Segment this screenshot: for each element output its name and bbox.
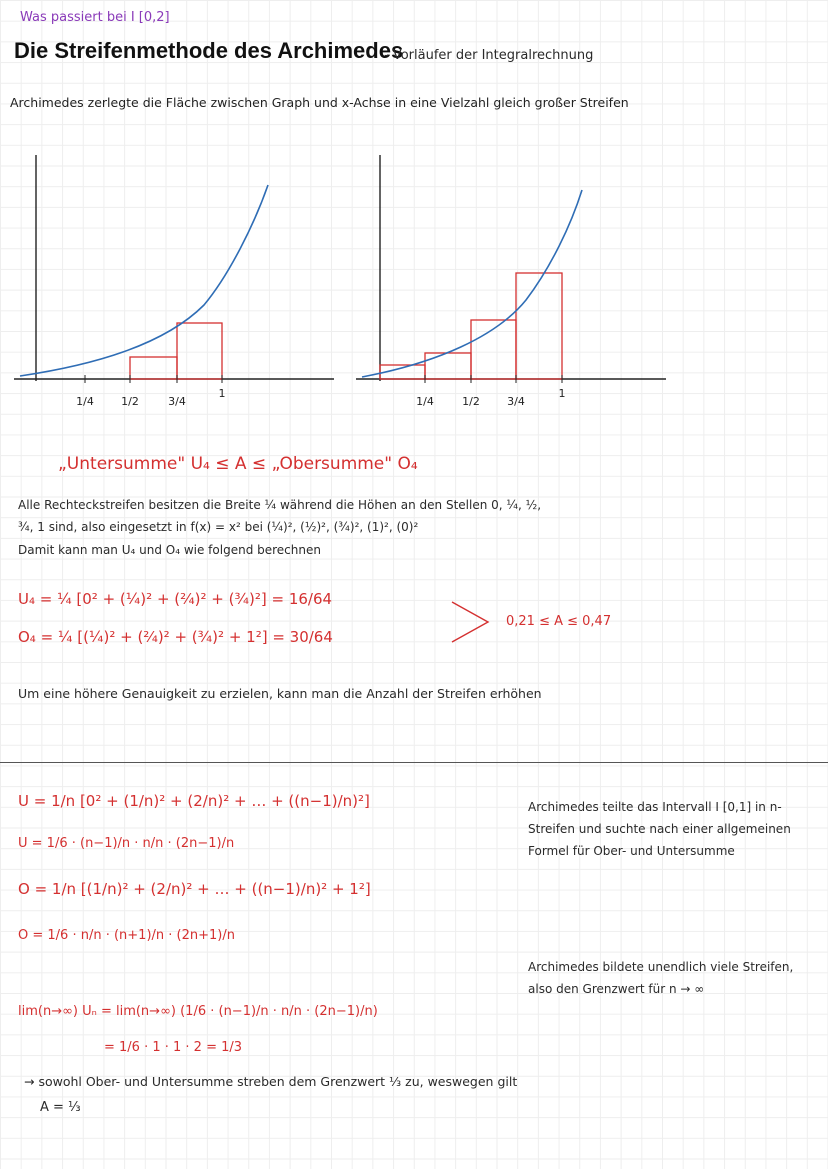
lower-strip-2 (130, 357, 177, 379)
curve-x-squared (20, 185, 268, 376)
side-note-limit: Archimedes bildete unendlich viele Streifen, also den Grenzwert für n → ∞ (528, 960, 794, 996)
paragraph-line: ¾, 1 sind, also eingesetzt in f(x) = x² bei (¼)², (½)², (¾)², (1)², (0)² (18, 520, 419, 534)
upper-strip-4 (516, 273, 562, 379)
tick-label: 1/4 (416, 395, 434, 408)
tick-label: 3/4 (507, 395, 525, 408)
bracket-arrow (448, 598, 496, 648)
section-divider (0, 762, 828, 763)
upper-sum-graph (356, 155, 676, 420)
area-result: A = ⅓ (40, 1100, 81, 1115)
general-lower-sum: U = 1/n [0² + (1/n)² + (2/n)² + … + ((n−1)/n)²] (18, 792, 370, 810)
sums-inequality: „Untersumme" U₄ ≤ A ≤ „Obersumme" O₄ (58, 454, 418, 474)
general-lower-sum-simplified: U = 1/6 · (n−1)/n · n/n · (2n−1)/n (18, 836, 235, 851)
lower-sum-formula: U₄ = ¼ [0² + (¼)² + (²⁄₄)² + (¾)²] = 16/64 (18, 590, 333, 608)
lower-sum-graph (14, 155, 334, 420)
paragraph-line: Alle Rechteckstreifen besitzen die Breite ¼ während die Höhen an den Stellen 0, ¼, ½, (18, 498, 542, 512)
intro-text: Archimedes zerlegte die Fläche zwischen Graph und x-Achse in eine Vielzahl gleich großer Streifen (10, 95, 629, 110)
topic-note: Was passiert bei I [0,2] (20, 10, 170, 25)
general-upper-sum-simplified: O = 1/6 · n/n · (n+1)/n · (2n+1)/n (18, 928, 235, 943)
tick-label: 1 (558, 387, 566, 400)
limit-result: = 1/6 · 1 · 1 · 2 = 1/3 (104, 1040, 243, 1055)
tick-label: 1 (218, 387, 226, 400)
tick-label: 3/4 (168, 395, 186, 408)
page-title: Die Streifenmethode des Archimedes (14, 38, 404, 63)
tick-label: 1/2 (462, 395, 480, 408)
tick-label: 1/2 (121, 395, 139, 408)
general-upper-sum: O = 1/n [(1/n)² + (2/n)² + … + ((n−1)/n)² + 1²] (18, 880, 371, 898)
tick-label: 1/4 (76, 395, 94, 408)
curve-x-squared (362, 190, 582, 377)
lower-strip-3 (177, 323, 222, 379)
upper-sum-formula: O₄ = ¼ [(¼)² + (²⁄₄)² + (¾)² + 1²] = 30/64 (18, 628, 333, 646)
estimate-result: 0,21 ≤ A ≤ 0,47 (506, 614, 612, 629)
paragraph-line: Damit kann man U₄ und O₄ wie folgend berechnen (18, 543, 321, 557)
page-subtitle: - Vorläufer der Integralrechnung (384, 48, 594, 63)
side-note-interval: Archimedes teilte das Intervall I [0,1] in n-Streifen und suchte nach einer allgemeinen Formel für Ober- und Untersumme (528, 800, 791, 858)
accuracy-note: Um eine höhere Genauigkeit zu erzielen, kann man die Anzahl der Streifen erhöhen (18, 686, 542, 701)
conclusion-line: → sowohl Ober- und Untersumme streben dem Grenzwert ⅓ zu, weswegen gilt (24, 1074, 518, 1089)
limit-expression: lim(n→∞) Uₙ = lim(n→∞) (1/6 · (n−1)/n · n/n · (2n−1)/n) (18, 1004, 378, 1019)
upper-strip-2 (425, 353, 471, 379)
